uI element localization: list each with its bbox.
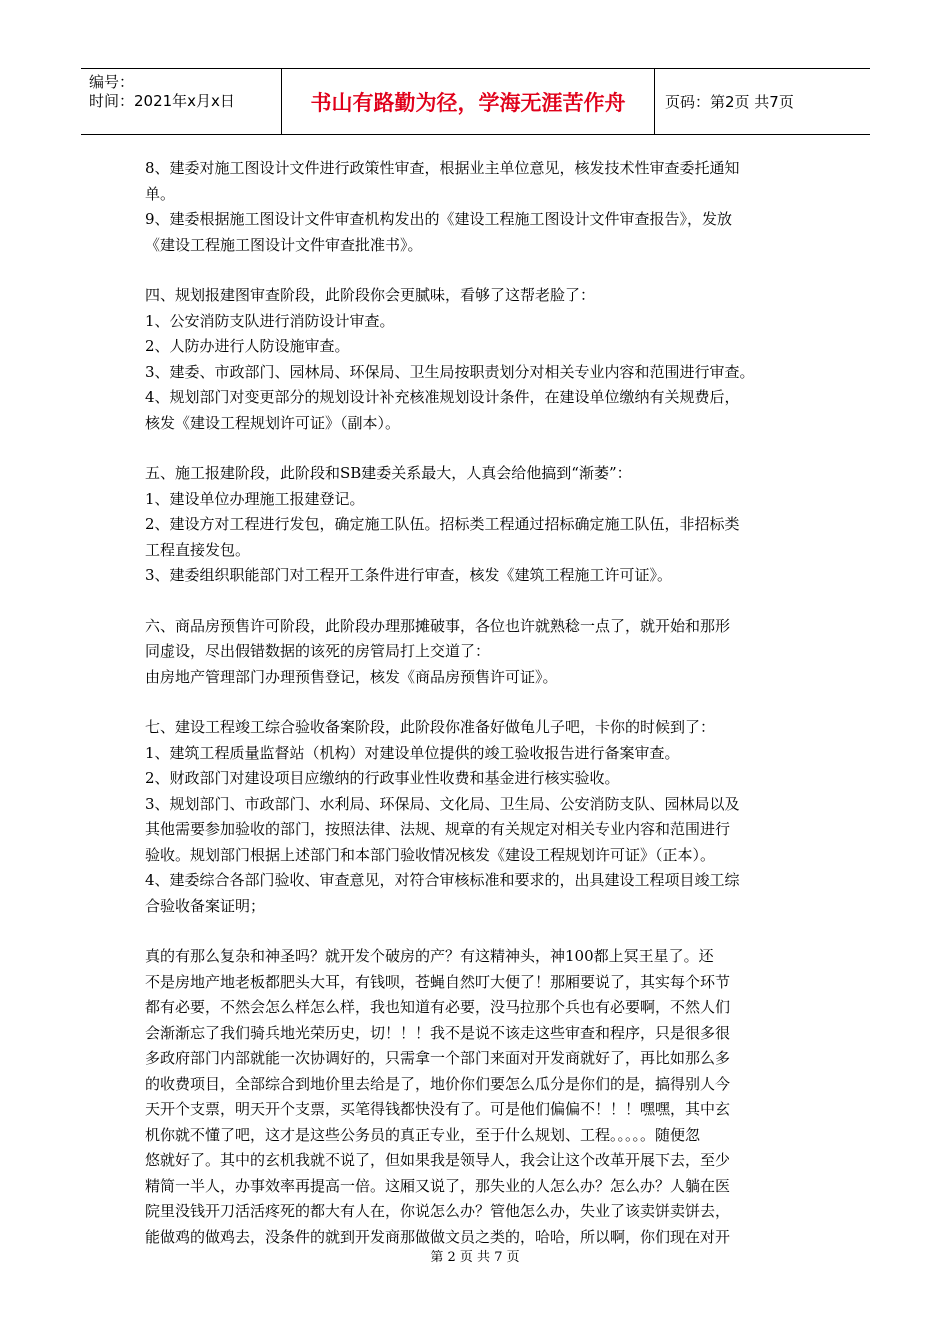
paragraph-gap: [145, 258, 825, 283]
text-line: 3、建委组织职能部门对工程开工条件进行审查，核发《建筑工程施工许可证》。: [145, 566, 673, 584]
paragraph-gap: [145, 690, 825, 715]
text-line: 2、人防办进行人防设施审查。: [145, 337, 350, 355]
text-line: 单。: [145, 184, 176, 203]
text-line: 的收费项目，全部综合到地价里去给是了，地价你们要怎么瓜分是你们的是，搞得别人今: [145, 1074, 731, 1093]
text-line: 验收。规划部门根据上述部门和本部门验收情况核发《建设工程规划许可证》（正本）。: [145, 845, 716, 864]
text-line: 会渐渐忘了我们骑兵地光荣历史，切！！！我不是说不该走这些审查和程序，只是很多很: [145, 1023, 731, 1042]
text-line: 工程直接发包。: [145, 540, 251, 559]
number-label: 编号：: [89, 73, 135, 91]
text-line: 2、建设方对工程进行发包，确定施工队伍。招标类工程通过招标确定施工队伍，非招标类: [145, 515, 740, 533]
text-line: 核发《建设工程规划许可证》（副本）。: [145, 413, 401, 432]
text-line: 8、建委对施工图设计文件进行政策性审查，根据业主单位意见，核发技术性审查委托通知: [145, 159, 740, 177]
text-line: 机你就不懂了吧，这才是这些公务员的真正专业，至于什么规划、工程。。。。。随便忽: [145, 1125, 701, 1144]
text-line: 精简一半人，办事效率再提高一倍。这厢又说了，那失业的人怎么办？怎么办？人躺在医: [145, 1176, 731, 1195]
text-line: 9、建委根据施工图设计文件审查机构发出的《建设工程施工图设计文件审查报告》，发放: [145, 210, 733, 228]
text-line: 院里没钱开刀活活疼死的都大有人在，你说怎么办？管他怎么办，失业了该卖饼卖饼去，: [145, 1202, 731, 1220]
text-line: 《建设工程施工图设计文件审查批准书》。: [145, 235, 423, 254]
text-line: 2、财政部门对建设项目应缴纳的行政事业性收费和基金进行核实验收。: [145, 769, 620, 787]
text-line: 同虚设，尽出假错数据的该死的房管局打上交道了：: [145, 642, 491, 660]
date-label: 时间：2021年x月x日: [89, 92, 235, 110]
paragraph-gap: [145, 919, 825, 944]
text-line: 1、建筑工程质量监督站（机构）对建设单位提供的竣工验收报告进行备案审查。: [145, 743, 680, 762]
page-header: [81, 68, 870, 135]
text-line: 1、建设单位办理施工报建登记。: [145, 489, 365, 508]
page-footer: 第 2 页 共 7 页: [430, 1250, 520, 1265]
text-line: 4、建委综合各部门验收、审查意见，对符合审核标准和要求的，出具建设工程项目竣工综: [145, 871, 740, 889]
text-line: 悠就好了。其中的玄机我就不说了，但如果我是领导人，我会让这个改革开展下去，至少: [145, 1151, 731, 1169]
text-line: 六、商品房预售许可阶段，此阶段办理那摊破事，各位也许就熟稔一点了，就开始和那形: [145, 616, 731, 635]
text-line: 四、规划报建图审查阶段，此阶段你会更腻味，看够了这帮老脸了：: [145, 286, 596, 304]
paragraph-gap: [145, 436, 825, 461]
text-line: 七、建设工程竣工综合验收备案阶段，此阶段你准备好做龟儿子吧，卡你的时候到了：: [145, 718, 716, 736]
text-line: 3、建委、市政部门、园林局、环保局、卫生局按职责划分对相关专业内容和范围进行审查。: [145, 362, 755, 381]
document-body: [145, 156, 825, 1250]
text-line: 由房地产管理部门办理预售登记，核发《商品房预售许可证》。: [145, 667, 558, 686]
header-meta: [81, 69, 282, 134]
paragraph-gap: [145, 589, 825, 614]
text-line: 天开个支票，明天开个支票，买笔得钱都快没有了。可是他们偏偏不！！！嘿嘿，其中玄: [145, 1100, 731, 1118]
header-page-info: 页码：第2页 共7页: [665, 93, 794, 111]
text-line: 不是房地产地老板都肥头大耳，有钱呗，苍蝇自然叮大便了！那厢要说了，其实每个环节: [145, 972, 731, 991]
text-line: 1、公安消防支队进行消防设计审查。: [145, 311, 395, 330]
text-line: 真的有那么复杂和神圣吗？就开发个破房的产？有这精神头，神100都上冥王星了。还: [145, 947, 714, 965]
text-line: 4、规划部门对变更部分的规划设计补充核准规划设计条件，在建设单位缴纳有关规费后，: [145, 388, 740, 406]
text-line: 其他需要参加验收的部门，按照法律、法规、规章的有关规定对相关专业内容和范围进行: [145, 820, 731, 838]
text-line: 3、规划部门、市政部门、水利局、环保局、文化局、卫生局、公安消防支队、园林局以及: [145, 794, 740, 813]
text-line: 合验收备案证明；: [145, 896, 266, 915]
header-motto: 书山有路勤为径，学海无涯苦作舟: [282, 69, 655, 134]
text-line: 都有必要，不然会怎么样怎么样，我也知道有必要，没马拉那个兵也有必要啊，不然人们: [145, 998, 731, 1016]
text-line: 能做鸡的做鸡去，没条件的就到开发商那做做文员之类的，哈哈，所以啊，你们现在对开: [145, 1227, 731, 1246]
text-line: 五、施工报建阶段，此阶段和SB建委关系最大，人真会给他搞到“渐萎”：: [145, 464, 632, 482]
text-line: 多政府部门内部就能一次协调好的，只需拿一个部门来面对开发商就好了，再比如那么多: [145, 1049, 731, 1067]
